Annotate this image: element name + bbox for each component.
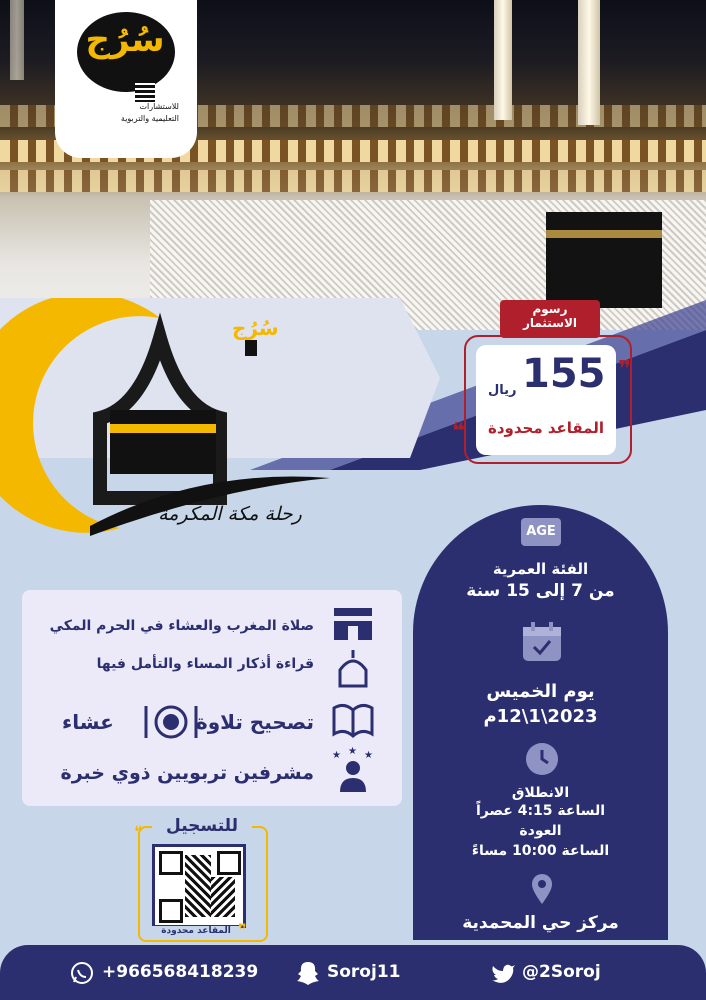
brand-tagline-2: التعليمية والتربوية	[120, 114, 179, 123]
registration-block	[130, 816, 270, 940]
age-title: الفئة العمرية	[492, 560, 589, 578]
activity-supervisors: مشرفين تربويين ذوي خبرة	[60, 762, 314, 784]
mosque-dome-icon	[330, 648, 376, 688]
clock-icon	[525, 742, 559, 776]
departure-title: الانطلاق	[511, 785, 570, 801]
trip-date: 2023\1\12م	[483, 706, 598, 727]
price-currency: ريال	[488, 383, 517, 398]
activities-card	[22, 590, 402, 806]
brand-logo	[55, 0, 197, 158]
quote-close-icon: ❞	[238, 920, 247, 939]
fee-badge: رسوم الاستثمار	[500, 300, 600, 338]
whatsapp-icon	[70, 961, 94, 985]
kaaba-icon	[330, 602, 376, 642]
location-name: مركز حي المحمدية	[462, 913, 619, 933]
activity-prayer: صلاة المغرب والعشاء في الحرم المكي	[49, 618, 314, 634]
limited-seats-note: المقاعد محدودة	[487, 419, 605, 437]
quote-left-icon: ❝	[452, 419, 465, 444]
brand-name: سُرُج	[85, 20, 165, 60]
register-seats-note: المقاعد محدودة	[152, 926, 240, 936]
trip-info-panel	[413, 505, 668, 940]
departure-time: الساعة 4:15 عصراً	[475, 803, 606, 819]
trip-logo-area	[0, 298, 440, 598]
snapchat-icon	[296, 960, 320, 986]
trip-day: يوم الخميس	[486, 681, 595, 702]
return-title: العودة	[519, 823, 562, 839]
calendar-icon	[521, 621, 563, 663]
svg-text:★: ★	[332, 750, 341, 761]
trip-logo-graphic	[0, 298, 440, 598]
contact-footer	[0, 945, 706, 1000]
activity-adhkar: قراءة أذكار المساء والتأمل فيها	[96, 656, 314, 672]
dinner-plate-icon	[140, 702, 202, 742]
small-logo-mark: سُرُج	[232, 316, 279, 340]
whatsapp-number[interactable]: +966568418239	[102, 962, 259, 982]
qr-code[interactable]	[152, 844, 246, 928]
quran-book-icon	[330, 700, 376, 740]
snapchat-handle[interactable]: Soroj11	[327, 962, 401, 982]
return-time: الساعة 10:00 مساءً	[471, 843, 610, 859]
kaaba-photo	[546, 212, 662, 308]
quote-open-icon: ❝	[134, 822, 143, 841]
location-pin-icon	[531, 873, 553, 905]
svg-text:★: ★	[348, 746, 357, 757]
brand-tagline-1: للاستشارات	[139, 102, 179, 111]
price-amount: 155	[522, 351, 606, 397]
price-card	[452, 302, 638, 460]
lamp-base-icon	[135, 80, 155, 102]
supervisor-icon	[330, 746, 376, 794]
age-range: من 7 إلى 15 سنة	[466, 581, 615, 601]
age-badge: AGE	[521, 518, 561, 546]
svg-text:★: ★	[364, 750, 373, 761]
activity-recitation: تصحيح تلاوة	[195, 710, 314, 734]
quote-right-icon: ❞	[618, 357, 631, 382]
twitter-handle[interactable]: @2Soroj	[522, 962, 601, 982]
register-label: للتسجيل	[152, 816, 252, 836]
trip-title: رحلة مكة المكرمة	[158, 503, 302, 525]
activity-dinner: عشاء	[62, 710, 114, 734]
twitter-icon	[492, 963, 516, 983]
